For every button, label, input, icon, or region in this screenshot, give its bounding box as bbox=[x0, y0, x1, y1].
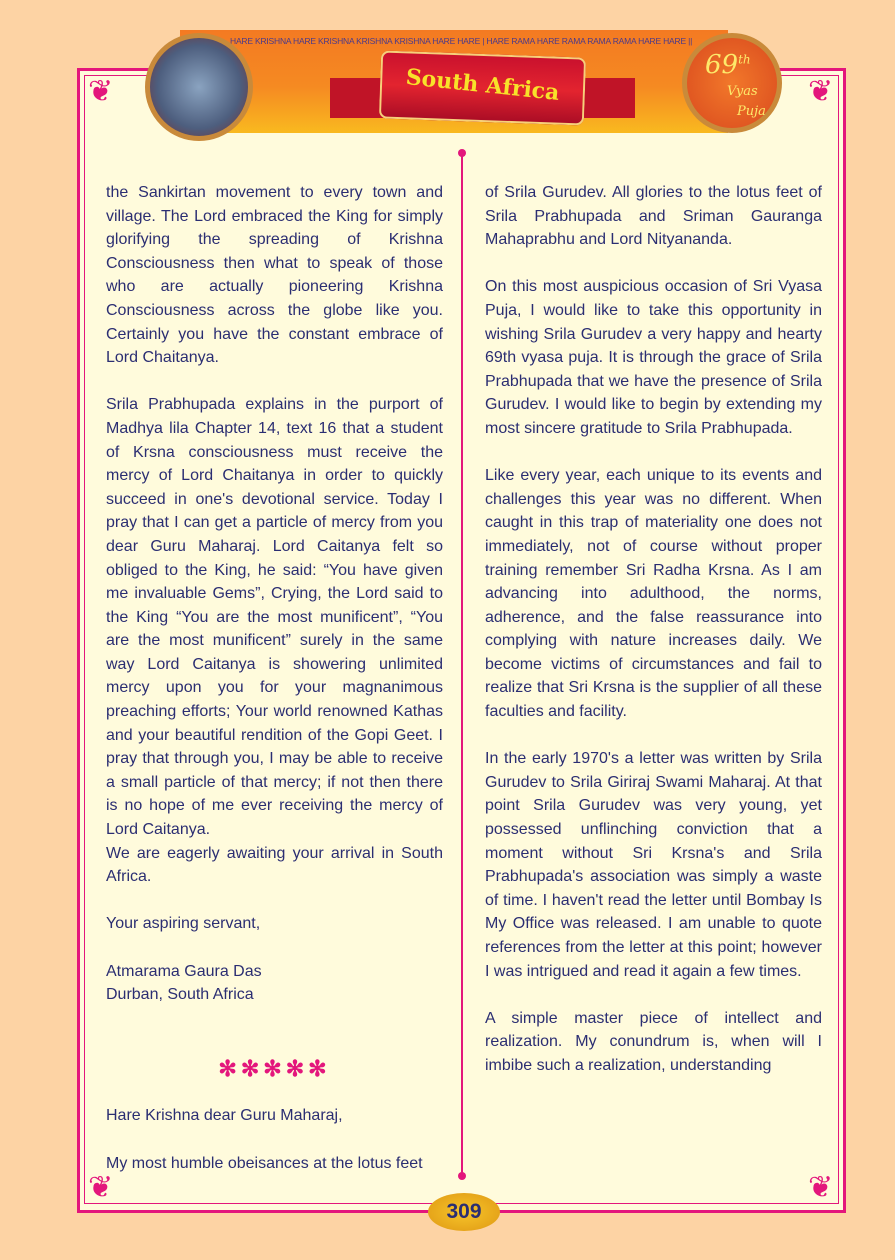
corner-ornament: ❦ bbox=[808, 74, 834, 109]
paragraph: In the early 1970's a letter was written by Srila Gurudev to Srila Giriraj Swami Maharaj. At that point Srila Gurudev was very young, yet possessed unflinching conviction that a moment without Sri Krsna's and Srila Prabhupada's association was simply a waste of time. I haven't read the letter until Bombay Is My Office was released. I am unable to quote references from the letter at this point; however I was intrigued and read it again a few times. bbox=[485, 750, 822, 980]
paragraph: Like every year, each unique to its events and challenges this year was no different. When caught in this trap of materiality one does not immediately, not of course without proper training remember Sri Radha Krsna. As I am advancing into adulthood, the norms, adherence, and the false reassurance into complying with nature increases daily. We become victims of circumstances and fail to realize that Sri Krsna is the supplier of all these faculties and facility. bbox=[485, 467, 822, 721]
divider-dot bbox=[458, 149, 466, 157]
paragraph: the Sankirtan movement to every town and village. The Lord embraced the King for simply glorifying the spreading of Krishna Consciousness then what to speak of those who are actually pioneering Krishna Consciousness across the globe like you. Certainly you have the constant embrace of Lord Chaitanya. bbox=[106, 184, 443, 367]
corner-ornament: ❦ bbox=[88, 74, 114, 109]
paragraph: A simple master piece of intellect and realization. My conundrum is, when will I imbibe such a realization, understanding bbox=[485, 1009, 822, 1074]
closing: Your aspiring servant, bbox=[106, 915, 261, 933]
mantra-text: HARE KRISHNA HARE KRISHNA KRISHNA KRISHNA HARE HARE | HARE RAMA HARE RAMA RAMA RAMA HARE HARE || bbox=[230, 36, 693, 46]
right-column bbox=[485, 181, 822, 1101]
page-number: 309 bbox=[428, 1193, 500, 1231]
badge-number: 69th bbox=[705, 50, 751, 80]
paragraph: Srila Prabhupada explains in the purport of Madhya lila Chapter 14, text 16 that a student of Krsna consciousness must receive the mercy of Lord Chaitanya in order to quickly succeed in one's devotional service. Today I pray that I can get a particle of mercy from you dear Guru Maharaj. Lord Caitanya felt so obliged to the King, he said: “You have given me invaluable Gems”, Crying, the Lord said to the King “You are the most munificent”, “You are the most munificent” surely in the same way Lord Caitanya is showering unlimited mercy upon you for your magnanimous preaching efforts; Your world renowned Kathas and your beautiful rendition of the Gopi Geet. I pray that through you, I may be able to receive a small particle of that mercy; if not then there is no hope of me ever receiving the mercy of Lord Caitanya. bbox=[106, 396, 443, 839]
badge-line1: Vyas bbox=[727, 84, 758, 99]
paragraph: On this most auspicious occasion of Sri Vyasa Puja, I would like to take this opportunity in wishing Srila Gurudev a very happy and hearty 69th vyasa puja. It is through the grace of Srila Prabhupada that we have the presence of Srila Gurudev. I would like to begin by extending my most sincere gratitude to Srila Prabhupada. bbox=[485, 278, 822, 437]
greeting: Hare Krishna dear Guru Maharaj, bbox=[106, 1107, 343, 1125]
deity-image-medallion bbox=[145, 33, 253, 141]
signature-name: Atmarama Gaura Das bbox=[106, 962, 262, 980]
badge-line2: Puja bbox=[737, 104, 766, 119]
corner-ornament: ❦ bbox=[88, 1170, 114, 1205]
title-ribbon bbox=[379, 50, 586, 125]
column-divider bbox=[461, 152, 463, 1177]
signature-place: Durban, South Africa bbox=[106, 986, 254, 1004]
paragraph: My most humble obeisances at the lotus feet bbox=[106, 1154, 423, 1172]
left-column bbox=[106, 181, 443, 1175]
header-banner bbox=[180, 30, 728, 133]
paragraph: We are eagerly awaiting your arrival in South Africa. bbox=[106, 844, 443, 886]
corner-ornament: ❦ bbox=[808, 1170, 834, 1205]
divider-dot bbox=[458, 1172, 466, 1180]
header-title: South Africa bbox=[404, 64, 561, 106]
paragraph: of Srila Gurudev. All glories to the lotus feet of Srila Prabhupada and Sriman Gauranga Mahaprabhu and Lord Nityananda. bbox=[485, 184, 822, 249]
vyas-puja-badge bbox=[682, 33, 782, 133]
section-separator: ✻✻✻✻✻ bbox=[218, 1055, 331, 1081]
